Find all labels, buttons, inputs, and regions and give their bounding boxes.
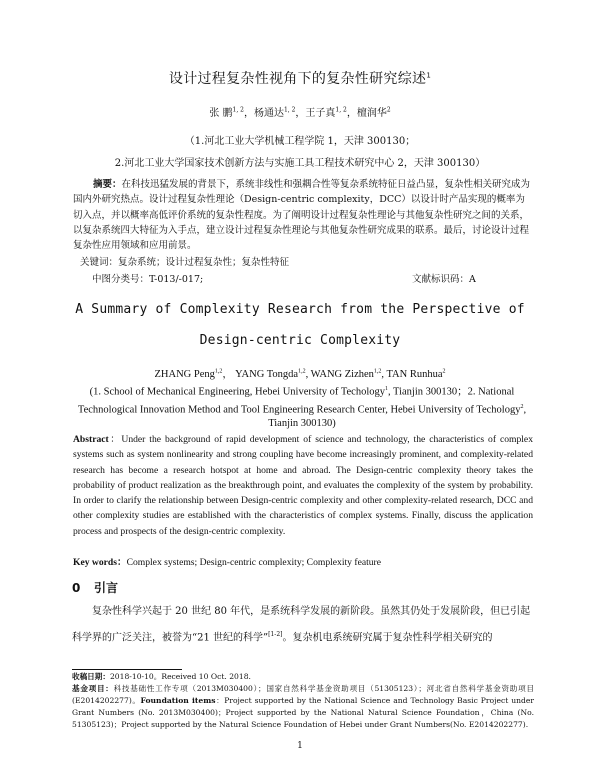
english-authors xyxy=(0,366,600,381)
title-footnote-mark: 1 xyxy=(426,71,432,80)
english-abstract-text: ：Under the background of rapid development of science and technology, the characteristics of complex systems such as system nonlinearity and strong coupling have become increasingly prominent, and complexity-related research has become a research hotspot at home and abroad. The Design-centric complexity theory takes the probability of product realization as the breakthrough point, and evaluates the complexity of the system by probability. In order to clarify the relationship between Design-centric complexity and other complexity-related research, DCC and other complexity studies are established with the characteristics of complex systems. Finally, discuss the application process and prospects of the design-centric complexity. xyxy=(73,434,533,537)
section-title: 引言 xyxy=(94,581,119,595)
english-affiliations: (1. School of Mechanical Engineering, Hebei University of Techology$^1$, Tianjin 300130；2. National Technological Innovation Method and Tool Engineering Research Center, Hebei University of Techology$^2$, Tianjin 300130) xyxy=(77,386,527,429)
chinese-keywords-label: 关键词： xyxy=(80,257,119,268)
section-heading-introduction xyxy=(72,579,118,596)
en-author-3: WANG Zizhen$^{1,2}$, xyxy=(310,368,387,380)
author-2: 杨通达$^{1, 2}$ xyxy=(253,106,296,119)
english-abstract-label: Abstract xyxy=(73,434,109,445)
chinese-affiliation-1: （1.河北工业大学机械工程学院 1，天津 300130； xyxy=(184,136,416,147)
citation: [1-2] xyxy=(268,631,283,638)
english-abstract xyxy=(73,432,533,539)
author-1: 张 鹏$^{1, 2}$ xyxy=(209,106,244,119)
english-keywords-text: Complex systems; Design-centric complexity; Complexity feature xyxy=(126,557,382,568)
chinese-authors: 张 鹏$^{1, 2}$，杨通达$^{1, 2}$，王子真$^{1, 2}$，檀润华$^2$ xyxy=(209,106,391,119)
footnote-funding: 基金项目：科技基础性工作专项（2013M030400）；国家自然科学基金资助项目（51305123）；河北省自然科学基金资助项目(E2014202277)。Foundation items：Project supported by the National Science and Technology Basic Project under Grant Numbers (No. 2013M030400)；Project supported by the National Natural Science Foundation，China (No. 51305123)；Project supported by the Natural Science Foundation of Hebei under Grant Numbers(No. E2014202277). xyxy=(72,684,535,729)
chinese-abstract xyxy=(73,177,533,253)
introduction-paragraph: 复杂性科学兴起于 20 世纪 80 年代，是系统科学发展的新阶段。虽然其仍处于发展阶段，但已引起科学界的广泛关注，被誉为“21 世纪的科学”[1-2]。复杂机电系统研究属于复杂性科学相关研究的 xyxy=(72,606,531,644)
page-number: 1 xyxy=(297,741,303,751)
en-author-1: ZHANG Peng$^{1,2}$， xyxy=(154,368,236,380)
english-title-line-1: A Summary of Complexity Research from the Perspective of xyxy=(75,302,525,317)
footnotes xyxy=(72,671,534,731)
document-code: 文献标识码：A xyxy=(412,274,476,285)
chinese-title-text: 设计过程复杂性视角下的复杂性研究综述 xyxy=(168,71,427,87)
english-keywords-label: Key words： xyxy=(73,557,127,568)
english-keywords xyxy=(73,554,533,568)
section-number: 0 xyxy=(72,581,81,595)
chinese-keywords xyxy=(80,254,540,268)
author-3: 王子真$^{1, 2}$ xyxy=(305,106,347,119)
classification-value: T-013/-017; xyxy=(149,274,204,285)
classification-line xyxy=(92,271,512,285)
classification-label: 中图分类号： xyxy=(92,274,150,285)
chinese-affiliation-2: 2.河北工业大学国家技术创新方法与实施工具工程技术研究中心 2，天津 300130） xyxy=(114,158,486,169)
chinese-title xyxy=(0,68,600,88)
footnote-divider xyxy=(72,669,182,670)
footnote-received: 收稿日期：2018-10-10。Received 10 Oct. 2018. xyxy=(72,672,251,681)
author-4: 檀润华$^2$ xyxy=(356,106,391,119)
english-title-line-2: Design-centric Complexity xyxy=(199,333,401,348)
chinese-keywords-text: 复杂系统；设计过程复杂性；复杂性特征 xyxy=(118,257,290,268)
en-author-4: TAN Runhua$^2$ xyxy=(386,368,446,380)
chinese-abstract-text: 在科技迅猛发展的背景下，系统非线性和强耦合性等复杂系统特征日益凸显，复杂性相关研究成为国内外研究热点。设计过程复杂性理论（Design-centric complexity，DCC）以设计时产品实现的概率为切入点，并以概率高低评价系统的复杂性程度。为了阐明设计过程复杂性理论与其他复杂性研究之间的关系，以复杂系统四大特征为入手点，建立设计过程复杂性理论与其他复杂性研究成果的联系。最后，讨论设计过程复杂性应用领域和应用前景。 xyxy=(73,179,531,252)
chinese-abstract-label: 摘要： xyxy=(93,179,122,190)
en-author-2: YANG Tongda$^{1,2}$, xyxy=(235,368,311,380)
